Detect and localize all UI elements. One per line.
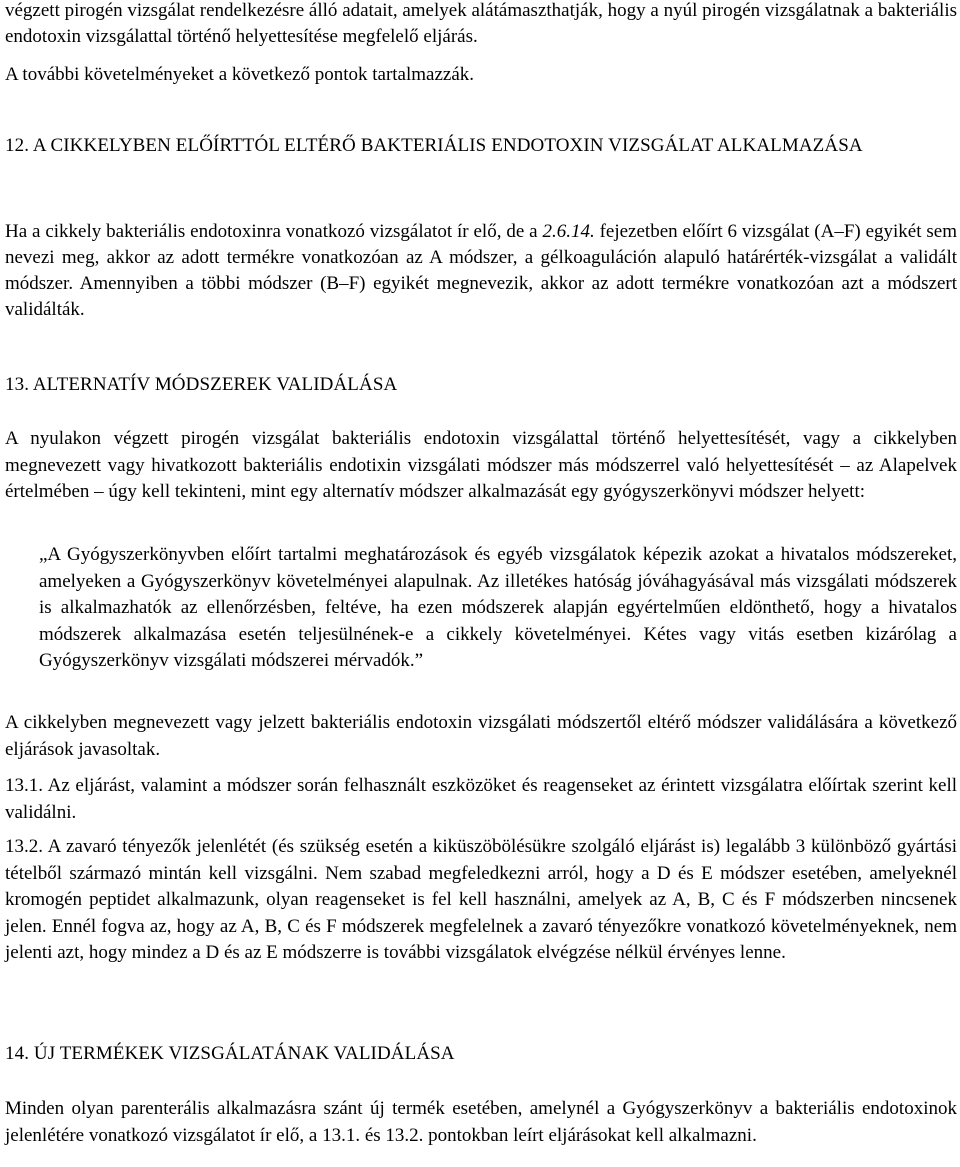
section-12-paragraph	[5, 219, 957, 323]
section-13-heading: 13. ALTERNATÍV MÓDSZEREK VALIDÁLÁSA	[5, 374, 398, 395]
section-12-text-after: fejezetben előírt 6 vizsgálat (A–F) egyikét sem nevezi meg, akkor az adott termékre vonatkozóan az A módszer, a gélkoaguláción alapuló határérték-vizsgálat a validált módszer. Amennyiben a többi módszer (B–F) egyikét megnevezik, akkor az adott termékre vonatkozóan azt a módszert validálták.	[5, 221, 957, 320]
section-12-heading: 12. A CIKKELYBEN ELŐÍRTTÓL ELTÉRŐ BAKTERIÁLIS ENDOTOXIN VIZSGÁLAT ALKALMAZÁSA	[5, 135, 863, 156]
chapter-reference: 2.6.14.	[542, 221, 595, 242]
section-13-2-paragraph: 13.2. A zavaró tényezők jelenlétét (és szükség esetén a kiküszöbölésükre szolgáló eljárást is) legalább 3 különböző gyártási tételből származó mintán kell vizsgálni. Nem szabad megfeledkezni arról, hogy a D és E módszer esetében, amelyeknél kromogén peptidet alkalmazunk, olyan reagenseket is fel kell használni, amelyek az A, B, C és F módszerben nincsenek jelen. Ennél fogva az, hogy az A, B, C és F módszerek megfelelnek a zavaró tényezőkre vonatkozó követelményeknek, nem jelenti azt, hogy mindez a D és az E módszerre is további vizsgálatok elvégzése nélkül érvényes lenne.	[5, 836, 957, 963]
section-13-1-paragraph: 13.1. Az eljárást, valamint a módszer során felhasznált eszközöket és reagenseket az érintett vizsgálatra előírtak szerint kell validálni.	[5, 775, 957, 823]
section-14-paragraph: Minden olyan parenterális alkalmazásra szánt új termék esetében, amelynél a Gyógyszerkönyv a bakteriális endotoxinok jelenlétére vonatkozó vizsgálatot ír elő, a 13.1. és 13.2. pontokban leírt eljárásokat kell alkalmazni.	[5, 1098, 957, 1146]
section-12-text-before: Ha a cikkely bakteriális endotoxinra vonatkozó vizsgálatot ír elő, de a	[5, 221, 543, 242]
intro-requirements-paragraph: A további követelményeket a következő pontok tartalmazzák.	[5, 64, 475, 85]
pharmacopoeia-quote: „A Gyógyszerkönyvben előírt tartalmi meghatározások és egyéb vizsgálatok képezik azokat a hivatalos módszereket, amelyeken a Gyógyszerkönyv követelményei alapulnak. Az illetékes hatóság jóváhagyásával más vizsgálati módszerek is alkalmazhatók az ellenőrzésben, feltéve, ha ezen módszerek alapján egyértelműen eldönthető, hogy a hivatalos módszerek alkalmazása esetén teljesülnének-e a cikkely követelményei. Kétes vagy vitás esetben kizárólag a Gyógyszerkönyv vizsgálati módszerei mérvadók.”	[39, 544, 957, 671]
section-14-heading: 14. ÚJ TERMÉKEK VIZSGÁLATÁNAK VALIDÁLÁSA	[5, 1043, 455, 1064]
intro-paragraph: végzett pirogén vizsgálat rendelkezésre álló adatait, amelyek alátámaszthatják, hogy a nyúl pirogén vizsgálatnak a bakteriális endotoxin vizsgálattal történő helyettesítése megfelelő eljárás.	[5, 0, 957, 47]
section-13-paragraph-2: A cikkelyben megnevezett vagy jelzett bakteriális endotoxin vizsgálati módszertől eltérő módszer validálására a következő eljárások javasoltak.	[5, 712, 957, 760]
section-13-paragraph-1: A nyulakon végzett pirogén vizsgálat bakteriális endotoxin vizsgálattal történő helyettesítését, vagy a cikkelyben megnevezett vagy hivatkozott bakteriális endotixin vizsgálati módszer más módszerrel való helyettesítését – az Alapelvek értelmében – úgy kell tekinteni, mint egy alternatív módszer alkalmazását egy gyógyszerkönyvi módszer helyett:	[5, 428, 957, 502]
